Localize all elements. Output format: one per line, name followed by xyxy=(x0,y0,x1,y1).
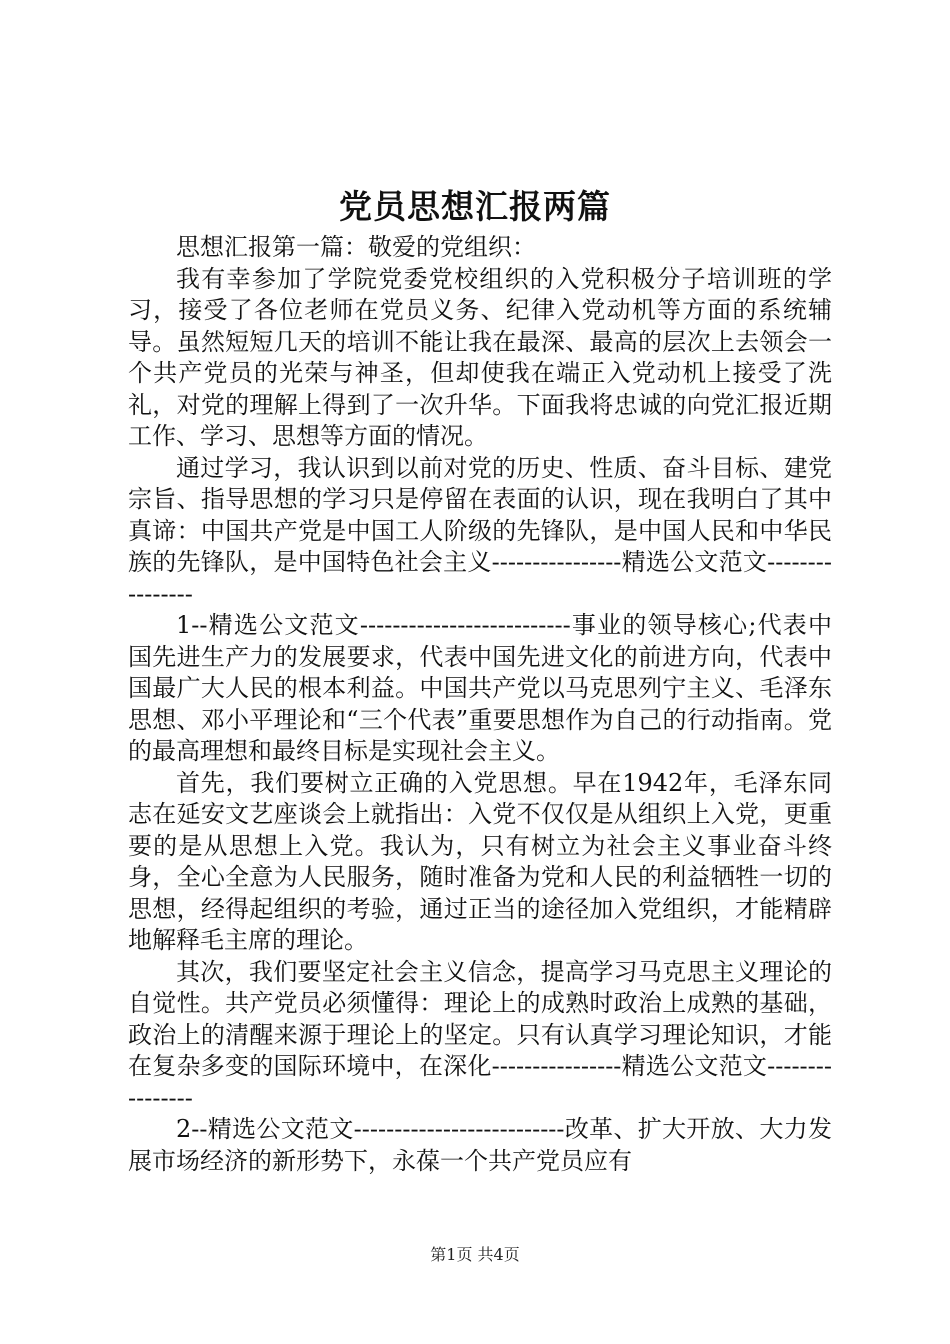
paragraph-2: 通过学习，我认识到以前对党的历史、性质、奋斗目标、建党宗旨、指导思想的学习只是停留在表面的认识，现在我明白了其中真谛：中国共产党是中国工人阶级的先锋队，是中国人民和中华民族的先锋队，是中国特色社会主义----------------精选公文范文---------------- xyxy=(128,453,832,608)
document-body xyxy=(128,232,832,1177)
paragraph-5: 其次，我们要坚定社会主义信念，提高学习马克思主义理论的自觉性。共产党员必须懂得：理论上的成熟时政治上成熟的基础，政治上的清醒来源于理论上的坚定。只有认真学习理论知识，才能在复杂多变的国际环境中，在深化----------------精选公文范文---------------- xyxy=(128,957,832,1112)
paragraph-6: 2--精选公文范文--------------------------改革、扩大开放、大力发展市场经济的新形势下，永葆一个共产党员应有 xyxy=(128,1115,832,1175)
paragraph-4: 首先，我们要树立正确的入党思想。早在1942年，毛泽东同志在延安文艺座谈会上就指出：入党不仅仅是从组织上入党，更重要的是从思想上入党。我认为，只有树立为社会主义事业奋斗终身，全心全意为人民服务，随时准备为党和人民的利益牺牲一切的思想，经得起组织的考验，通过正当的途径加入党组织，才能精辟地解释毛主席的理论。 xyxy=(128,768,832,954)
paragraph-3: 1--精选公文范文--------------------------事业的领导核心;代表中国先进生产力的发展要求，代表中国先进文化的前进方向，代表中国最广大人民的根本利益。中国共产党以马克思列宁主义、毛泽东思想、邓小平理论和“三个代表”重要思想作为自己的行动指南。党的最高理想和最终目标是实现社会主义。 xyxy=(128,611,832,765)
paragraph-greeting: 思想汇报第一篇：敬爱的党组织： xyxy=(176,233,536,261)
page-number-footer: 第1页 共4页 xyxy=(430,1245,520,1264)
document-title: 党员思想汇报两篇 xyxy=(339,187,611,226)
paragraph-1: 我有幸参加了学院党委党校组织的入党积极分子培训班的学习，接受了各位老师在党员义务、纪律入党动机等方面的系统辅导。虽然短短几天的培训不能让我在最深、最高的层次上去领会一个共产党员的光荣与神圣，但却使我在端正入党动机上接受了洗礼，对党的理解上得到了一次升华。下面我将忠诚的向党汇报近期工作、学习、思想等方面的情况。 xyxy=(128,264,832,450)
